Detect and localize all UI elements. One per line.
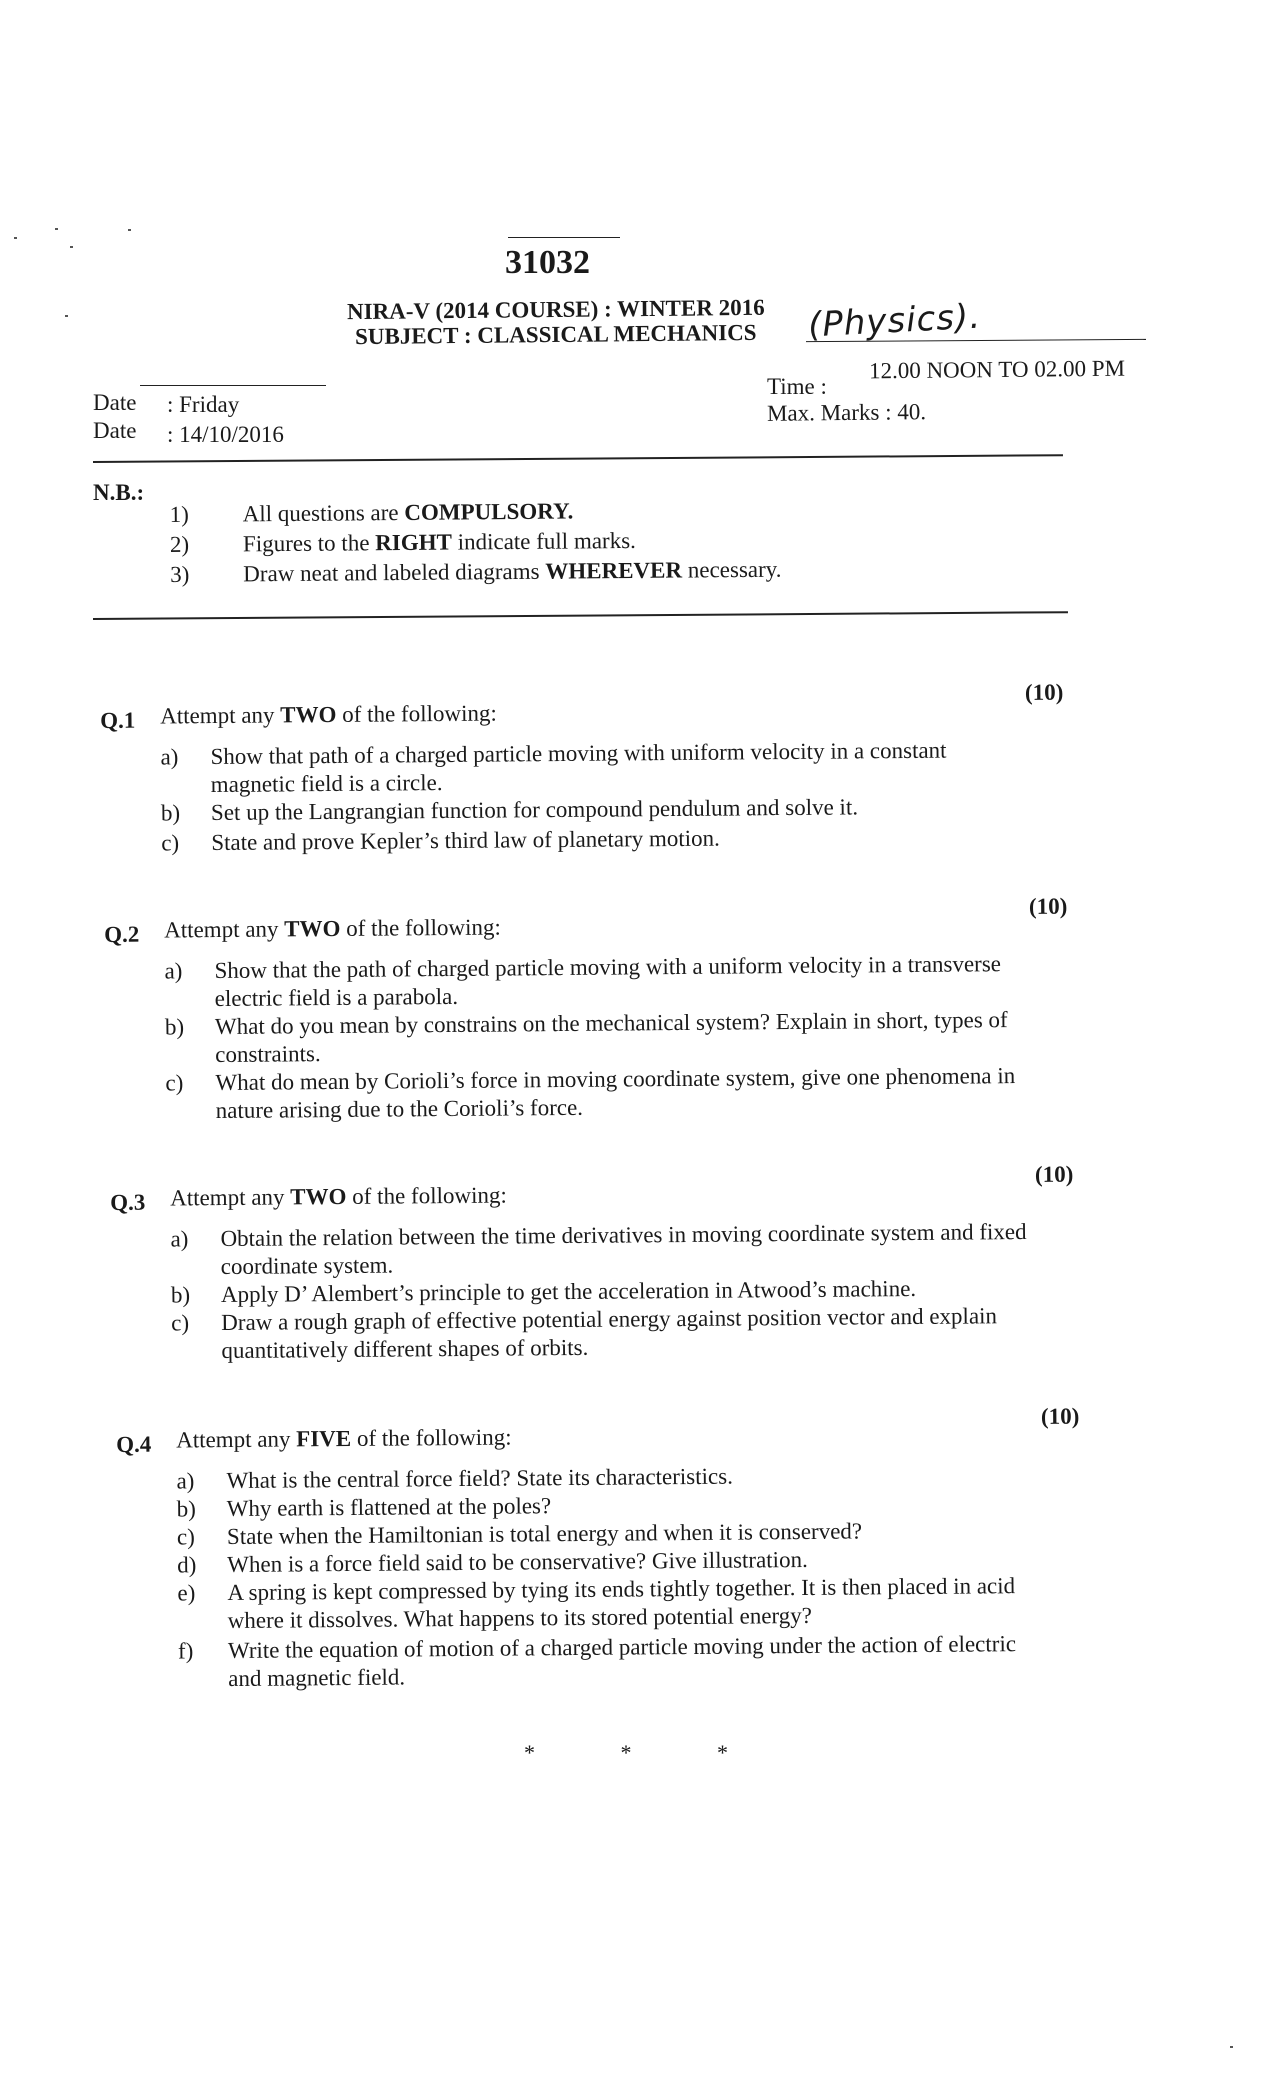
marks: (10) [1040, 1403, 1080, 1429]
subject-line: SUBJECT : CLASSICAL MECHANICS [354, 319, 757, 350]
scan-speck [70, 246, 73, 248]
scan-speck [128, 229, 131, 231]
divider-top [93, 454, 1063, 463]
question-item: f) Write the equation of motion of a charged particle moving under the action of electric and magnetic field. [177, 1631, 1017, 1692]
day-value: : Friday [167, 392, 240, 417]
question-item: c) What do mean by Corioli’s force in moving coordinate system, give one phenomena in nature arising due to the Corioli’s force. [165, 1063, 1016, 1124]
divider-bottom [93, 611, 1068, 620]
question-title: Attempt any TWO of the following: [170, 1182, 507, 1211]
time-value: 12.00 NOON TO 02.00 PM [868, 355, 1126, 384]
question-2 [104, 893, 1068, 1124]
nb-list [170, 497, 782, 592]
question-item: e) A spring is kept compressed by tying its ends tightly together. It is then placed in acid where it dissolves. What happens to its stored potential energy? [177, 1573, 1016, 1634]
question-item: b) Set up the Langrangian function for compound pendulum and solve it. [160, 794, 859, 826]
date-label: Date [93, 418, 137, 443]
question-item: c) Draw a rough graph of effective potential energy against position vector and explain quantitatively different shapes of orbits. [171, 1303, 998, 1364]
max-marks: Max. Marks : 40. [766, 399, 927, 426]
question-title: Attempt any TWO of the following: [164, 914, 501, 943]
question-item: b) Apply D’ Alembert’s principle to get the acceleration in Atwood’s machine. [170, 1275, 917, 1308]
paper-code: 31032 [505, 244, 590, 281]
question-1 [100, 679, 1064, 856]
question-item: b) Why earth is flattened at the poles? [176, 1493, 552, 1522]
scan-speck [14, 237, 17, 239]
question-item: a) Show that path of a charged particle moving with uniform velocity in a constant magnetic field is a circle. [160, 737, 947, 798]
marks: (10) [1028, 893, 1068, 919]
question-item: a) Obtain the relation between the time derivatives in moving coordinate system and fixed coordinate system. [170, 1219, 1027, 1280]
nb-label: N.B.: [93, 480, 145, 505]
question-item: c) State when the Hamiltonian is total energy and when it is conserved? [176, 1518, 863, 1550]
question-label: Q.2 [104, 921, 140, 947]
date-overline [140, 385, 326, 386]
question-label: Q.1 [100, 707, 136, 733]
nb-item: 1) All questions are COMPULSORY. [169, 498, 574, 528]
question-3 [110, 1161, 1074, 1364]
question-item: c) State and prove Kepler’s third law of planetary motion. [161, 825, 720, 856]
date-value: : 14/10/2016 [167, 422, 284, 447]
question-item: d) When is a force field said to be conservative? Give illustration. [177, 1546, 808, 1578]
scan-speck [55, 228, 58, 230]
question-item: a) What is the central force field? State its characteristics. [176, 1463, 733, 1494]
day-label: Date [93, 390, 137, 415]
question-title: Attempt any FIVE of the following: [176, 1424, 512, 1453]
question-label: Q.4 [116, 1431, 152, 1457]
scan-speck [65, 315, 68, 317]
question-4 [116, 1403, 1080, 1692]
end-stars: * * * [524, 1740, 768, 1765]
nb-item: 3) Draw neat and labeled diagrams WHEREVER necessary. [170, 556, 782, 587]
course-line: NIRA-V (2014 COURSE) : WINTER 2016 [346, 294, 765, 325]
handwritten-note: (Physics). [807, 296, 983, 346]
question-item: a) Show that the path of charged particle moving with a uniform velocity in a transverse electric field is a parabola. [164, 951, 1002, 1012]
marks: (10) [1024, 679, 1064, 705]
question-title: Attempt any TWO of the following: [160, 700, 497, 729]
question-label: Q.3 [110, 1189, 146, 1215]
question-item: b) What do you mean by constrains on the mechanical system? Explain in short, types of constraints. [164, 1007, 1008, 1068]
code-overline [508, 237, 620, 238]
marks: (10) [1034, 1161, 1074, 1187]
time-label: Time : [767, 374, 827, 399]
scan-speck [1230, 2046, 1233, 2048]
nb-item: 2) Figures to the RIGHT indicate full marks. [169, 527, 636, 557]
